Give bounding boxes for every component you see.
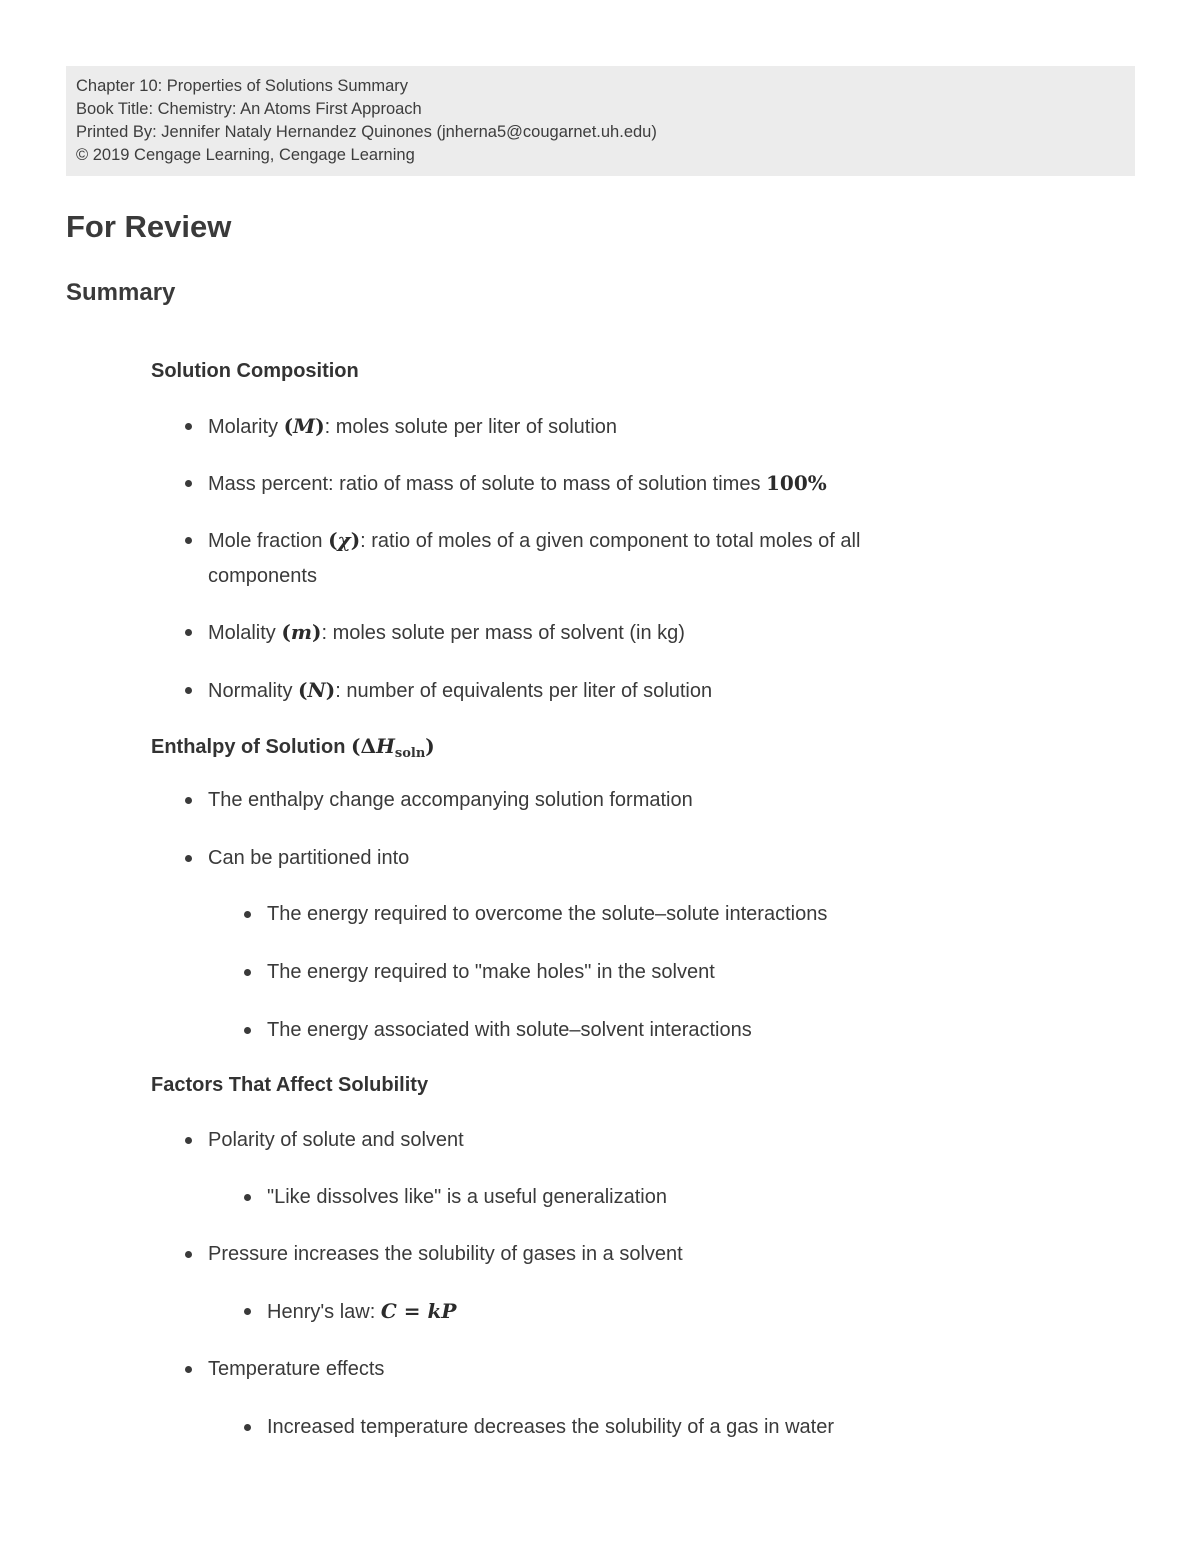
mole-fraction-symbol: χ — [337, 528, 351, 552]
page-title: For Review — [66, 209, 232, 244]
book-title-line: Book Title: Chemistry: An Atoms First Approach — [76, 100, 422, 118]
bullet — [244, 1308, 251, 1315]
sub-list-item-henrys-law: Henry's law: C = kP — [267, 1294, 456, 1330]
sub-list-item: The energy required to "make holes" in the solvent — [267, 955, 715, 990]
factors-heading: Factors That Affect Solubility — [151, 1074, 429, 1096]
list-item-mole-fraction: Mole fraction (χ): ratio of moles of a given component to total moles of all components — [208, 523, 860, 594]
bullet — [185, 687, 192, 694]
list-item: The enthalpy change accompanying solution formation — [208, 783, 693, 818]
bullet — [185, 629, 192, 636]
print-header — [66, 66, 1135, 176]
bullet — [185, 1366, 192, 1373]
bullet — [244, 969, 251, 976]
normality-symbol: N — [307, 678, 326, 702]
list-item: Temperature effects — [208, 1352, 384, 1387]
section-title: Summary — [66, 279, 176, 306]
list-item-normality: Normality (N): number of equivalents per liter of solution — [208, 673, 712, 709]
bullet — [244, 1424, 251, 1431]
sub-list-item: "Like dissolves like" is a useful generalization — [267, 1180, 667, 1215]
list-item: Pressure increases the solubility of gases in a solvent — [208, 1237, 683, 1272]
bullet — [244, 1194, 251, 1201]
enthalpy-heading: Enthalpy of Solution $(\Delta H_{soln})$ — [151, 734, 435, 761]
list-item: Can be partitioned into — [208, 841, 409, 876]
sub-list-item: The energy required to overcome the solute–solute interactions — [267, 897, 827, 932]
bullet — [185, 480, 192, 487]
percent-value: 100% — [766, 471, 827, 495]
bullet — [244, 1027, 251, 1034]
bullet — [185, 855, 192, 862]
bullet — [185, 797, 192, 804]
molarity-symbol: M — [293, 414, 316, 438]
chapter-line: Chapter 10: Properties of Solutions Summary — [76, 77, 408, 95]
list-item-molarity: Molarity (M): moles solute per liter of solution — [208, 409, 617, 445]
bullet — [185, 423, 192, 430]
copyright-line: © 2019 Cengage Learning, Cengage Learning — [76, 146, 415, 164]
printed-by-line: Printed By: Jennifer Nataly Hernandez Quinones (jnherna5@cougarnet.uh.edu) — [76, 123, 657, 141]
sub-list-item: The energy associated with solute–solvent interactions — [267, 1013, 752, 1048]
sub-list-item: Increased temperature decreases the solubility of a gas in water — [267, 1410, 834, 1445]
molality-symbol: m — [290, 620, 312, 644]
bullet — [185, 537, 192, 544]
bullet — [185, 1137, 192, 1144]
list-item-molality: Molality (m): moles solute per mass of solvent (in kg) — [208, 615, 685, 651]
bullet — [185, 1251, 192, 1258]
bullet — [244, 911, 251, 918]
henrys-law-formula: C = kP — [380, 1299, 457, 1323]
list-item-mass-percent: Mass percent: ratio of mass of solute to mass of solution times 100% — [208, 466, 827, 502]
list-item: Polarity of solute and solvent — [208, 1123, 464, 1158]
solution-composition-heading: Solution Composition — [151, 360, 359, 382]
